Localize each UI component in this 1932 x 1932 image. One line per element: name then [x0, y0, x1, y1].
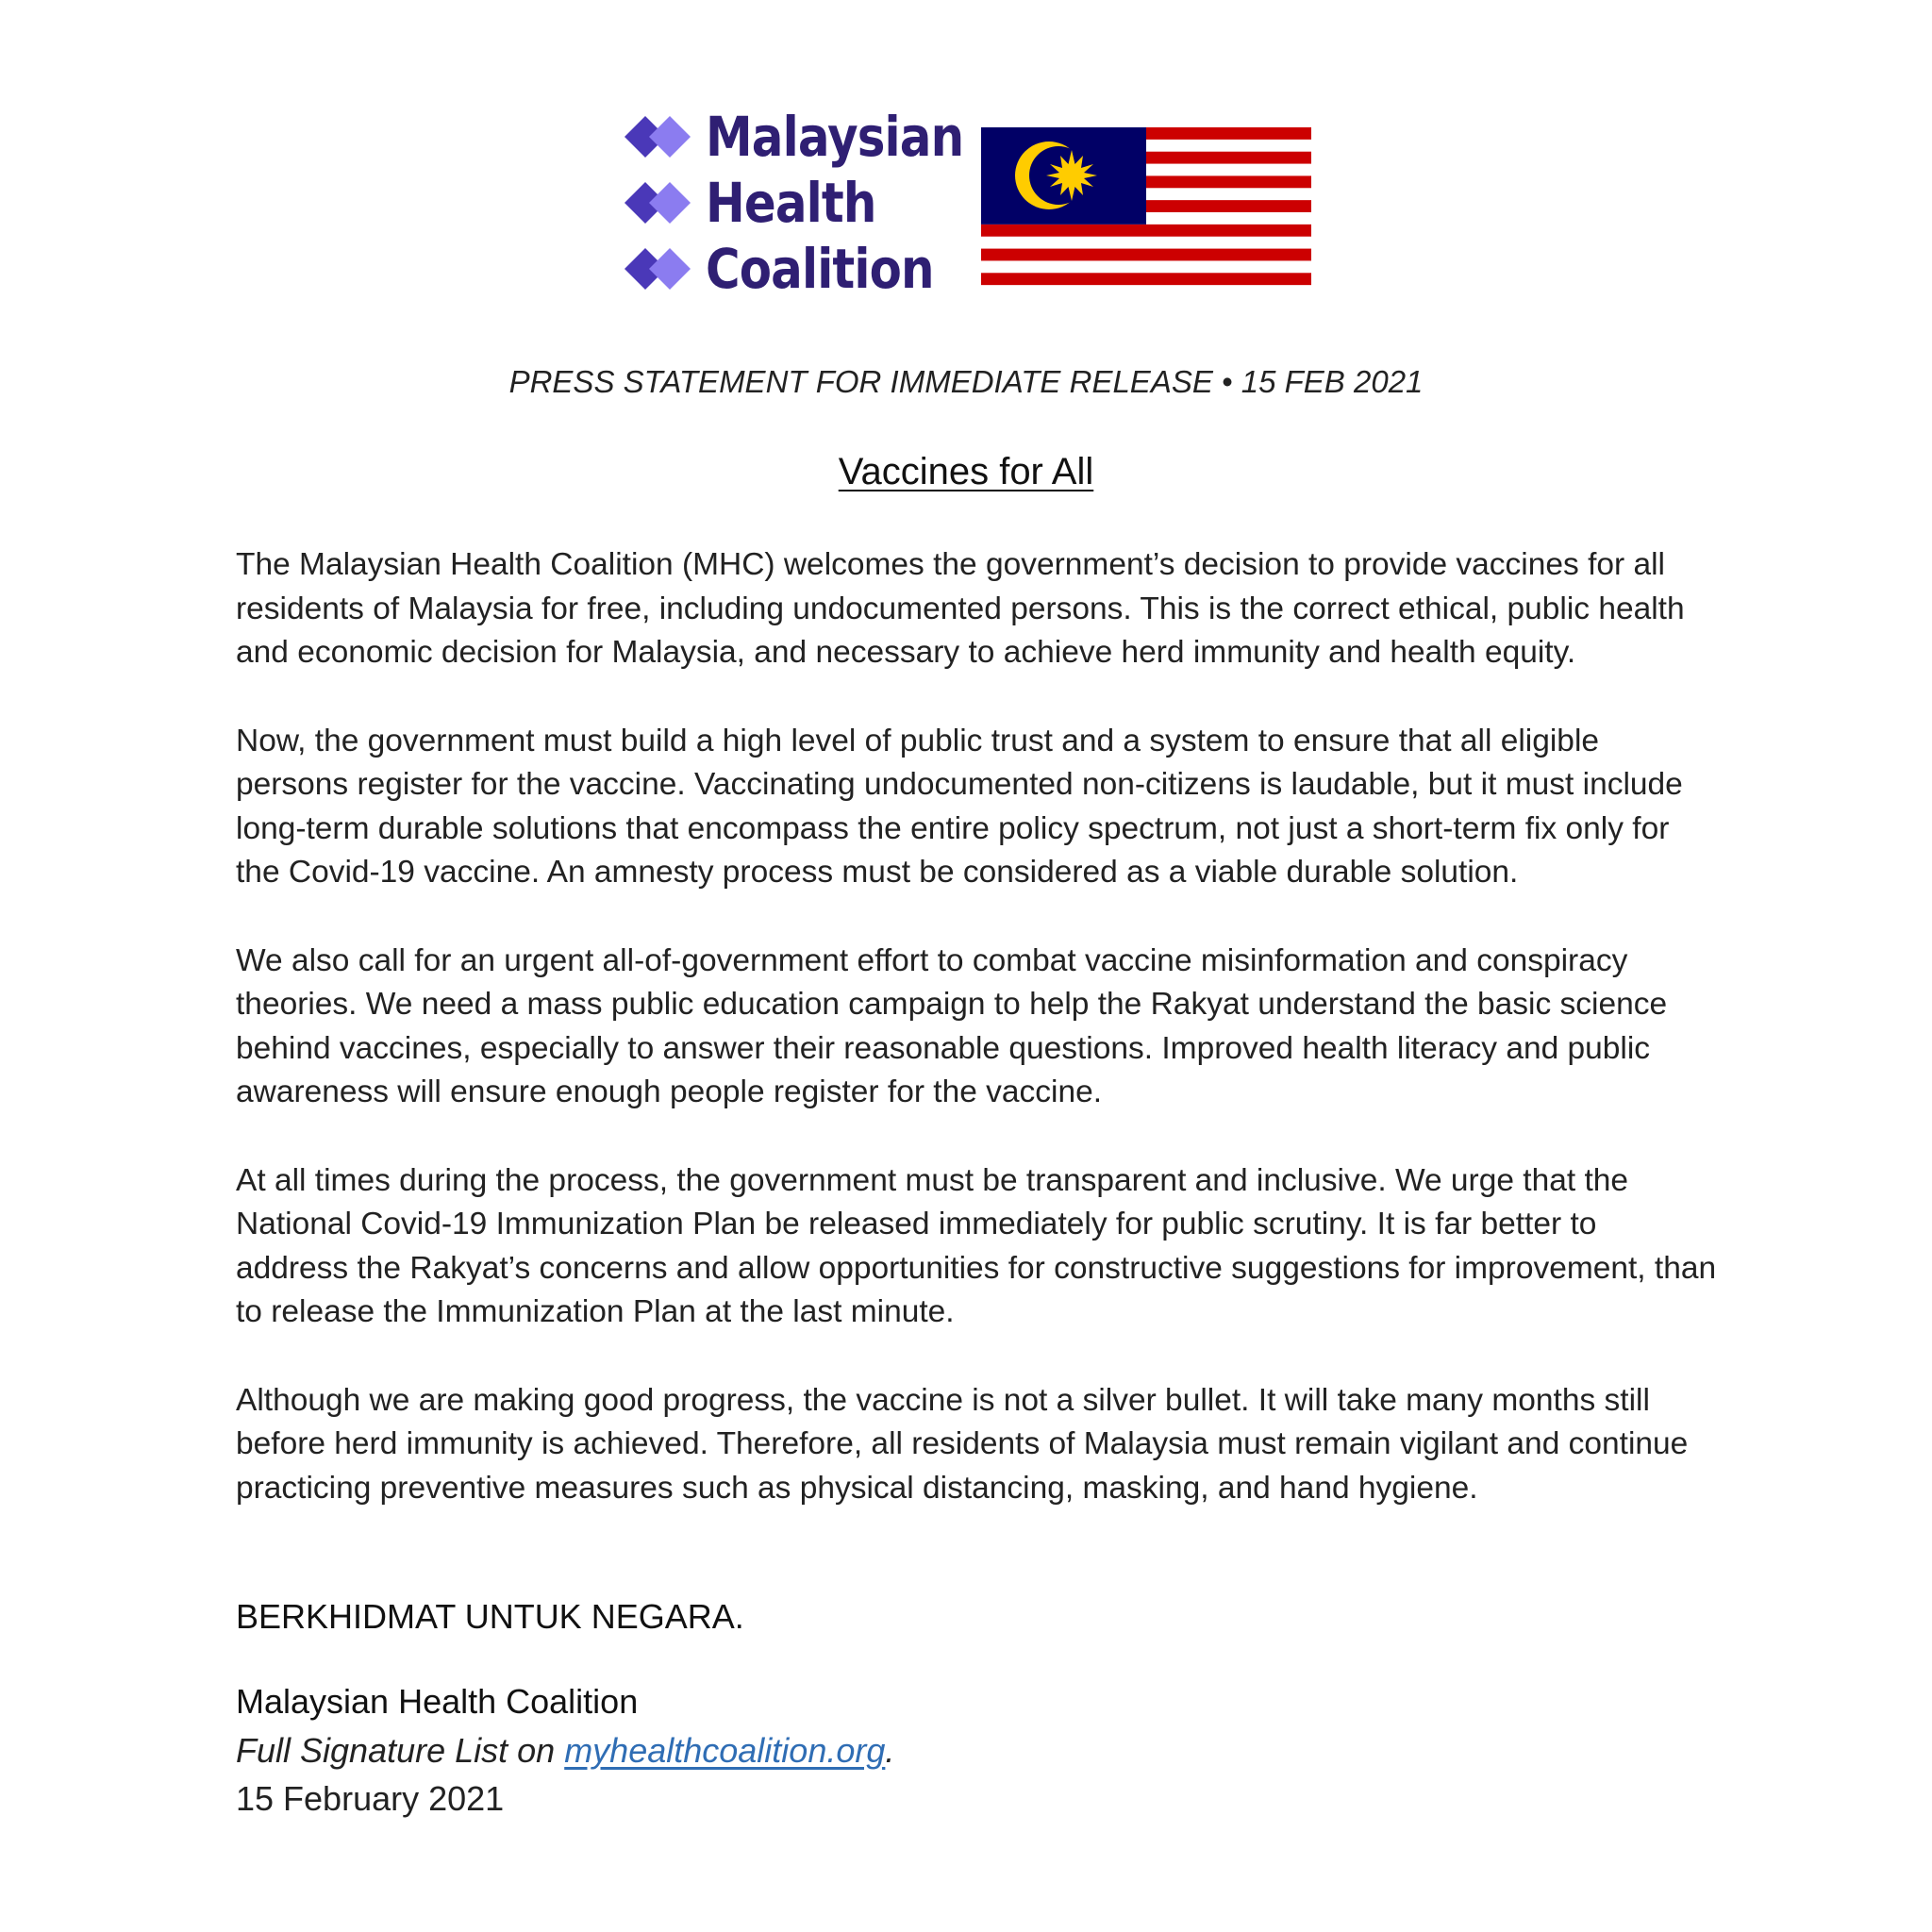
release-separator: • [1222, 364, 1233, 399]
diamond-logo-icon [621, 175, 696, 231]
page-title: Vaccines for All [838, 451, 1094, 492]
diamond-logo-icon [621, 108, 696, 165]
paragraph-5: Although we are making good progress, the vaccine is not a silver bullet. It will take many months still before herd immunity is achieved. Therefore, all residents of Malaysia must remain vigilant and continue practicing preventive measures such as physical distancing, masking, and hand hygiene. [236, 1382, 1689, 1506]
diamond-logo-icon [621, 241, 696, 297]
release-prefix: PRESS STATEMENT FOR IMMEDIATE RELEASE [508, 364, 1213, 399]
coalition-logo [621, 105, 964, 304]
logo-row-2 [621, 172, 904, 234]
paragraph-3: We also call for an urgent all-of-government effort to combat vaccine misinformation and conspiracy theories. We need a mass public education campaign to help the Rakyat understand the basic science behind vaccines, especially to answer their reasonable questions. Improved health literacy and public awareness will ensure enough people register for the vaccine. [236, 942, 1668, 1109]
paragraph-2: Now, the government must build a high level of public trust and a system to ensure that all eligible persons register for the vaccine. Vaccinating undocumented non-citizens is laudable, but it must include long-term durable solutions that encompass the entire policy spectrum, not just a short-term fix only for the Covid-19 vaccine. An amnesty process must be considered as a viable durable solution. [236, 723, 1683, 890]
paragraph-1: The Malaysian Health Coalition (MHC) welcomes the government’s decision to provide vaccines for all residents of Malaysia for free, including undocumented persons. This is the correct ethical, public health and economic decision for Malaysia, and necessary to achieve herd immunity and health equity. [236, 547, 1685, 670]
signature-date: 15 February 2021 [236, 1779, 505, 1818]
paragraph-4: At all times during the process, the government must be transparent and inclusive. We urge that the National Covid-19 Immunization Plan be released immediately for public scrutiny. It is far better to address the Rakyat’s concerns and allow opportunities for constructive suggestions for improvement, than to release the Immunization Plan at the last minute. [236, 1162, 1717, 1329]
motto: BERKHIDMAT UNTUK NEGARA. [236, 1597, 744, 1636]
logo-word-3: Coalition [706, 237, 934, 301]
release-line [0, 364, 1932, 400]
logo-row-1 [621, 106, 1006, 168]
signature-list-line [236, 1731, 894, 1771]
coalition-website-link[interactable]: myhealthcoalition.org [564, 1731, 886, 1770]
release-date: 15 FEB 2021 [1241, 364, 1424, 399]
statement-body [236, 543, 1717, 1555]
signature-organization: Malaysian Health Coalition [236, 1682, 639, 1721]
signature-list-prefix: Full Signature List on [236, 1731, 565, 1770]
malaysia-flag-icon [981, 127, 1311, 297]
logo-word-2: Health [706, 171, 876, 235]
logo-word-1: Malaysian [706, 105, 964, 169]
logo-row-3 [621, 238, 971, 300]
signature-list-suffix: . [885, 1731, 895, 1770]
